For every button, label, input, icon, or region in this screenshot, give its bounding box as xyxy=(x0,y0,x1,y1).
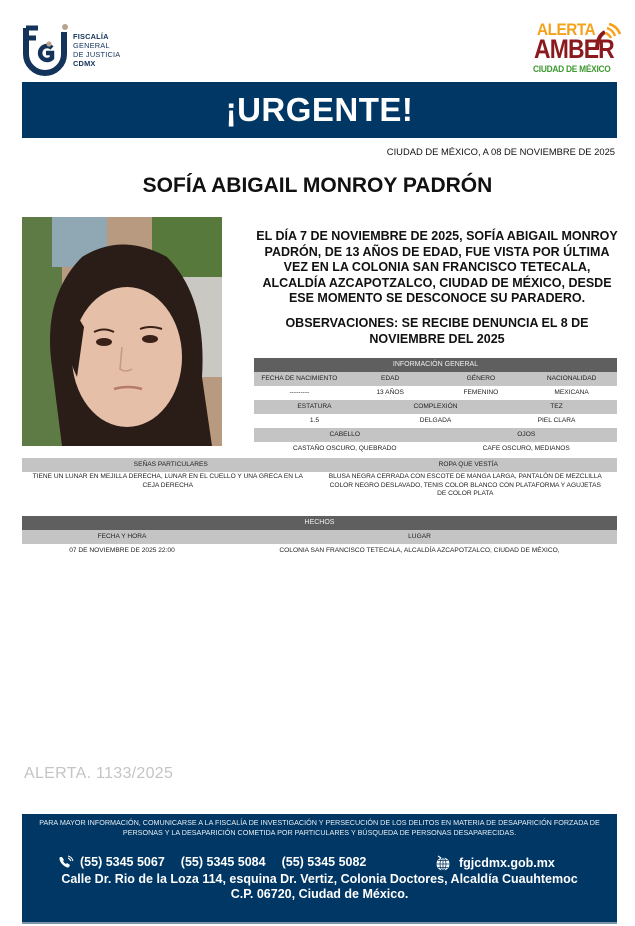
general-info-table xyxy=(254,358,617,456)
header-age: EDAD xyxy=(380,375,400,382)
date-line: CIUDAD DE MÉXICO, A 08 DE NOVIEMBRE DE 2025 xyxy=(386,146,615,157)
signal-waves-icon xyxy=(595,22,623,52)
address-line-2: C.P. 06720, Ciudad de México. xyxy=(230,887,409,901)
footer-info: PARA MAYOR INFORMACIÓN, COMUNICARSE A LA FISCALÍA DE INVESTIGACIÓN Y PERSECUCIÓN DE LOS DELITOS EN MATERIA DE DESAPARICIÓN FORZADA DE PERSONAS Y LA DESAPARICIÓN COMETIDA POR PARTICULARES Y BÚSQUEDA DE PERSONAS DESAPARECIDAS. xyxy=(39,818,600,837)
header-nationality: NACIONALIDAD xyxy=(546,375,597,382)
value-clothing: BLUSA NEGRA CERRADA CON ESCOTE DE MANGA LARGA, PANTALÓN DE MEZCLILLA COLOR NEGRO DESLAVADO, TENIS COLOR BLANCO CON PLATAFORMA Y AGUJETAS DE COLOR PLATA xyxy=(328,473,602,497)
value-complexion: PIEL CLARA xyxy=(537,417,576,424)
value-birthdate: --------- xyxy=(289,389,310,396)
globe-icon xyxy=(435,855,451,871)
fgj-line-3: DE JUSTICIA xyxy=(73,50,121,59)
alert-number: ALERTA. 1133/2025 xyxy=(24,765,174,782)
particulars-headers xyxy=(22,458,617,472)
urgent-title: ¡URGENTE! xyxy=(225,91,414,128)
alerta-amber-logo xyxy=(531,20,623,78)
value-nationality: MEXICANA xyxy=(554,389,589,396)
address-line-1: Calle Dr. Rio de la Loza 114, esquina Dr. Vertiz, Colonia Doctores, Alcaldía Cuauhtemoc xyxy=(61,872,578,886)
person-name: SOFÍA ABIGAIL MONROY PADRÓN xyxy=(142,174,493,197)
value-build: DELGADA xyxy=(419,417,452,424)
fgj-line-1: FISCALÍA xyxy=(73,32,109,41)
fgj-logo-icon xyxy=(22,24,68,76)
facts-table xyxy=(22,516,617,558)
amber-line-2: AMBER xyxy=(534,34,614,64)
particulars-values xyxy=(22,472,617,499)
fgj-line-2: GENERAL xyxy=(73,41,110,50)
value-height: 1.5 xyxy=(309,417,320,424)
urgent-banner xyxy=(22,82,617,138)
amber-line-3: CIUDAD DE MÉXICO xyxy=(533,64,611,75)
row3-values xyxy=(254,442,617,456)
website-link[interactable] xyxy=(435,855,555,871)
website-text[interactable]: fgjcdmx.gob.mx xyxy=(459,856,555,870)
phone-icon xyxy=(58,855,74,869)
facts-headers xyxy=(22,530,617,544)
row2-headers xyxy=(254,400,617,414)
general-info-title: INFORMACIÓN GENERAL xyxy=(254,358,617,372)
disappearance-description: EL DÍA 7 DE NOVIEMBRE DE 2025, SOFÍA ABIGAIL MONROY PADRÓN, DE 13 AÑOS DE EDAD, FUE VISTA POR ÚLTIMA VEZ EN LA COLONIA SAN FRANCISCO TETECALA, ALCALDÍA AZCAPOTZALCO, CIUDAD DE MÉXICO, DESDE ESE MOMENTO SE DESCONOCE SU PARADERO. xyxy=(256,229,618,305)
header-datetime: FECHA Y HORA xyxy=(97,533,147,540)
phone-1[interactable]: (55) 5345 5067 xyxy=(80,855,165,869)
row2-values xyxy=(254,414,617,428)
header-gender: GÉNERO xyxy=(466,375,496,382)
amber-line-1: ALERTA xyxy=(537,20,596,39)
row1-values xyxy=(254,386,617,400)
missing-person-photo xyxy=(22,217,222,446)
footer xyxy=(22,814,617,924)
header-hair: CABELLO xyxy=(329,431,360,438)
phone-3[interactable]: (55) 5345 5082 xyxy=(281,855,367,869)
header-height: ESTATURA xyxy=(297,403,332,410)
phone-numbers xyxy=(58,855,382,869)
header xyxy=(0,0,635,82)
header-distinguishing-marks: SEÑAS PARTICULARES xyxy=(133,461,208,468)
fgj-logo-text xyxy=(73,32,120,68)
facts-values xyxy=(22,544,617,558)
value-gender: FEMENINO xyxy=(463,389,499,396)
portrait-image xyxy=(22,217,222,446)
header-clothing: ROPA QUE VESTÍA xyxy=(438,461,498,468)
row1-headers xyxy=(254,372,617,386)
row3-headers xyxy=(254,428,617,442)
header-place: LUGAR xyxy=(408,533,431,540)
value-hair: CASTAÑO OSCURO, QUEBRADO xyxy=(292,445,397,452)
header-build: COMPLEXIÓN xyxy=(413,403,458,410)
header-birthdate: FECHA DE NACIMIENTO xyxy=(261,375,338,382)
header-eyes: OJOS xyxy=(517,431,536,438)
header-complexion: TEZ xyxy=(550,403,563,410)
value-distinguishing-marks: TIENE UN LUNAR EN MEJILLA DERECHA, LUNAR EN EL CUELLO Y UNA GRECA EN LA CEJA DERECHA xyxy=(32,473,303,489)
value-datetime: 07 DE NOVIEMBRE DE 2025 22:00 xyxy=(69,547,175,554)
value-age: 13 AÑOS xyxy=(376,389,404,396)
fgj-line-4: CDMX xyxy=(73,59,96,68)
observations: OBSERVACIONES: SE RECIBE DENUNCIA EL 8 DE NOVIEMBRE DEL 2025 xyxy=(285,316,589,346)
value-place: COLONIA SAN FRANCISCO TETECALA, ALCALDÍA AZCAPOTZALCO, CIUDAD DE MÉXICO, xyxy=(279,547,560,554)
facts-title: HECHOS xyxy=(22,516,617,530)
particulars-table xyxy=(22,458,617,499)
phone-2[interactable]: (55) 5345 5084 xyxy=(180,855,266,869)
value-eyes: CAFE OSCURO, MEDIANOS xyxy=(482,445,570,452)
